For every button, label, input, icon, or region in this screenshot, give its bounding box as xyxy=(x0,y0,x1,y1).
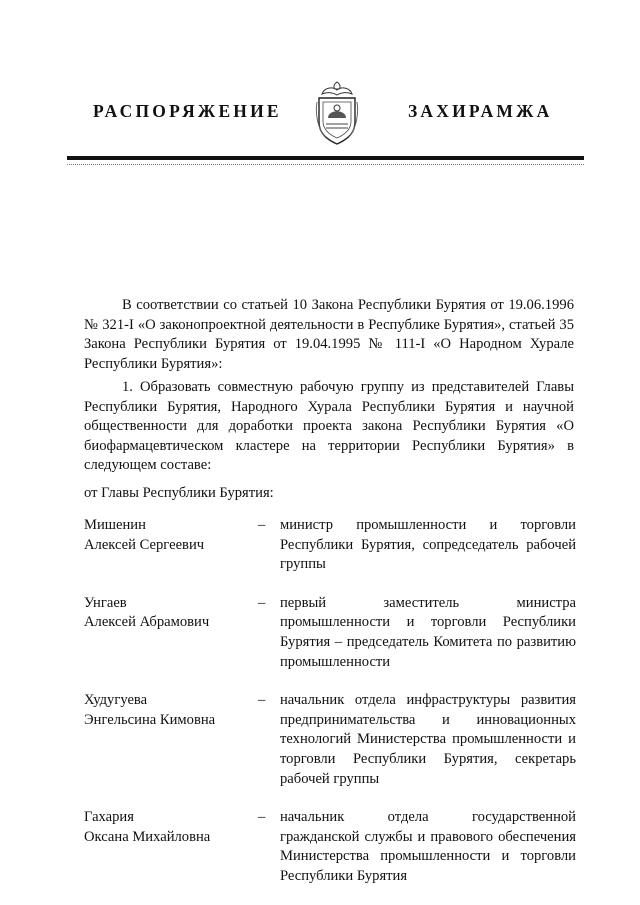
member-surname: Мишенин xyxy=(84,517,146,533)
members-list xyxy=(84,516,576,887)
member-given-name: Оксана Михайловна xyxy=(84,828,211,845)
item-1-paragraph: 1. Образовать совместную рабочую группу из представителей Главы Республики Бурятия, Народного Хурала Республики Бурятия и научной общественности для доработки проекта закона Республики Бурятия «О биофармацевтическом кластере на территории Республики Бурятия» в следующем составе: xyxy=(84,379,574,474)
member-entry xyxy=(84,691,576,789)
buryatia-coat-of-arms-icon xyxy=(314,78,360,148)
member-dash: – xyxy=(258,517,266,533)
member-role: первый заместитель министра промышленности и торговли Республики Бурятия – председатель Комитета по развитию промышленности xyxy=(280,594,576,670)
member-name xyxy=(84,691,254,730)
document-title-russian: РАСПОРЯЖЕНИЕ xyxy=(93,101,282,121)
member-name xyxy=(84,808,254,847)
member-role: министр промышленности и торговли Республики Бурятия, сопредседатель рабочей группы xyxy=(280,517,576,573)
item-1-block xyxy=(84,378,574,476)
from-head-block xyxy=(84,484,574,504)
member-entry xyxy=(84,808,576,886)
member-role: начальник отдела инфраструктуры развития предпринимательства и инновационных технологий Министерства промышленности и торговли Республики Бурятия, секретарь рабочей группы xyxy=(280,692,576,787)
member-surname: Унгаев xyxy=(84,594,127,611)
member-given-name: Алексей Абрамович xyxy=(84,614,210,631)
from-head-heading: от Главы Республики Бурятия: xyxy=(84,485,274,501)
preamble-block xyxy=(84,296,574,374)
member-given-name: Энгельсина Кимовна xyxy=(84,711,216,728)
preamble-paragraph: В соответствии со статьей 10 Закона Республики Бурятия от 19.06.1996 № 321-I «О законопроектной деятельности в Республике Бурятия», статьей 35 Закона Республики Бурятия от 19.04.1995 № 111-I «О Народном Хурале Республики Бурятия»: xyxy=(84,297,574,372)
member-surname: Гахария xyxy=(84,809,134,826)
document-title-buryat: ЗАХИРАМЖА xyxy=(408,101,553,121)
header-dotted-divider xyxy=(67,164,584,165)
member-entry xyxy=(84,594,576,672)
member-dash: – xyxy=(258,692,266,709)
member-name xyxy=(84,516,254,555)
member-dash: – xyxy=(258,809,266,826)
member-given-name: Алексей Сергеевич xyxy=(84,536,205,553)
member-entry xyxy=(84,516,576,575)
header-divider xyxy=(67,156,584,160)
member-surname: Худугуева xyxy=(84,692,148,709)
member-dash: – xyxy=(258,594,266,611)
member-name xyxy=(84,594,254,633)
member-role: начальник отдела государственной гражданской службы и правового обеспечения Министерства промышленности и торговли Республики Бурятия xyxy=(280,809,576,884)
